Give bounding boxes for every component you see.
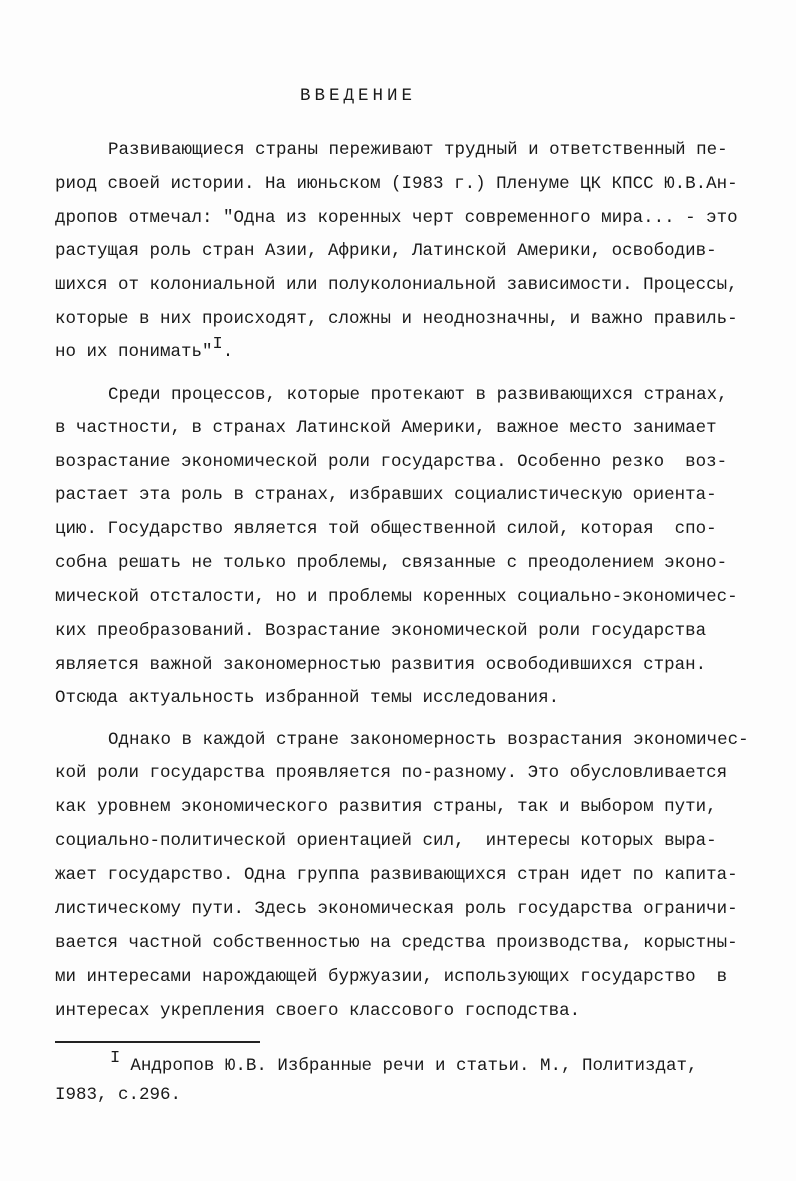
paragraph-1-line [55,241,717,261]
line-text: листическому пути. Здесь экономическая роль государства ограничи- [55,899,738,919]
line-text: ми интересами нарождающей буржуазии, использующих государство в [55,967,728,987]
paragraph-2-line [55,519,717,539]
paragraph-3-line [55,967,727,987]
footnote-mark: I [110,1049,131,1068]
line-text: в частности, в странах Латинской Америки, важное место занимает [55,418,717,438]
paragraph-2-line [55,587,738,607]
paragraph-2-line [55,688,559,708]
line-text: мической отсталости, но и проблемы коренных социально-экономичес- [55,587,738,607]
paragraph-3-line [55,899,738,919]
line-text: интересах укрепления своего классового господства. [55,1001,581,1021]
line-text: собна решать не только проблемы, связанные с преодолением эконо- [55,553,728,573]
paragraph-1-line [55,208,738,228]
line-text: кой роли государства проявляется по-разному. Это обусловливается [55,763,728,783]
footnote-divider [55,1041,260,1043]
line-text: Однако в каждой стране закономерность возрастания экономичес- [108,730,749,750]
paragraph-2-line [108,385,728,405]
line-tail: . [222,342,234,362]
paragraph-2-line [55,452,727,472]
line-text: ких преобразований. Возрастание экономической роли государства [55,621,707,641]
paragraph-1-line [55,335,234,363]
paragraph-3-line [55,1001,580,1021]
paragraph-3-line [55,763,727,783]
paragraph-3-line [108,730,749,750]
page-title: ВВЕДЕНИЕ [300,86,417,106]
footnote-reference: I [212,335,223,354]
paragraph-2-line [55,655,706,675]
paragraph-3-line [55,797,717,817]
paragraph-1-line [55,275,738,295]
line-text: но их понимать" [55,342,213,362]
paragraph-2-line [55,553,727,573]
paragraph-3-line [55,831,717,851]
line-text: Отсюда актуальность избранной темы исследования. [55,688,560,708]
line-text: дропов отмечал: "Одна из коренных черт современного мира... - это [55,208,738,228]
footnote-text: I983, с.296. [55,1085,182,1105]
line-text: цию. Государство является той общественной силой, которая спо- [55,519,717,539]
paragraph-3-line [55,865,738,885]
footnote-text: Андропов Ю.В. Избранные речи и статьи. М., Политиздат, [130,1056,698,1076]
line-text: Развивающиеся страны переживают трудный и ответственный пе- [108,140,728,160]
line-text: растает эта роль в странах, избравших социалистическую ориента- [55,485,717,505]
line-text: как уровнем экономического развития страны, так и выбором пути, [55,797,717,817]
paragraph-2-line [55,485,717,505]
line-text: является важной закономерностью развития освободившихся стран. [55,655,707,675]
line-text: которые в них происходят, сложны и неоднозначны, и важно правиль- [55,309,738,329]
paragraph-1-line [108,140,728,160]
line-text: жает государство. Одна группа развивающихся стран идет по капита- [55,865,738,885]
paragraph-2-line [55,418,717,438]
line-text: растущая роль стран Азии, Африки, Латинской Америки, освободив- [55,241,717,261]
paragraph-1-line [55,174,738,194]
line-text: шихся от колониальной или полуколониальной зависимости. Процессы, [55,275,738,295]
footnote-line [110,1049,698,1077]
line-text: риод своей истории. На июньском (I983 г.) Пленуме ЦК КПСС Ю.В.Ан- [55,174,738,194]
line-text: Среди процессов, которые протекают в развивающихся странах, [108,385,728,405]
line-text: социально-политической ориентацией сил, интересы которых выра- [55,831,717,851]
footnote-line [55,1085,181,1105]
line-text: возрастание экономической роли государства. Особенно резко воз- [55,452,728,472]
paragraph-1-line [55,309,738,329]
paragraph-3-line [55,933,738,953]
paragraph-2-line [55,621,706,641]
line-text: вается частной собственностью на средства производства, корыстны- [55,933,738,953]
